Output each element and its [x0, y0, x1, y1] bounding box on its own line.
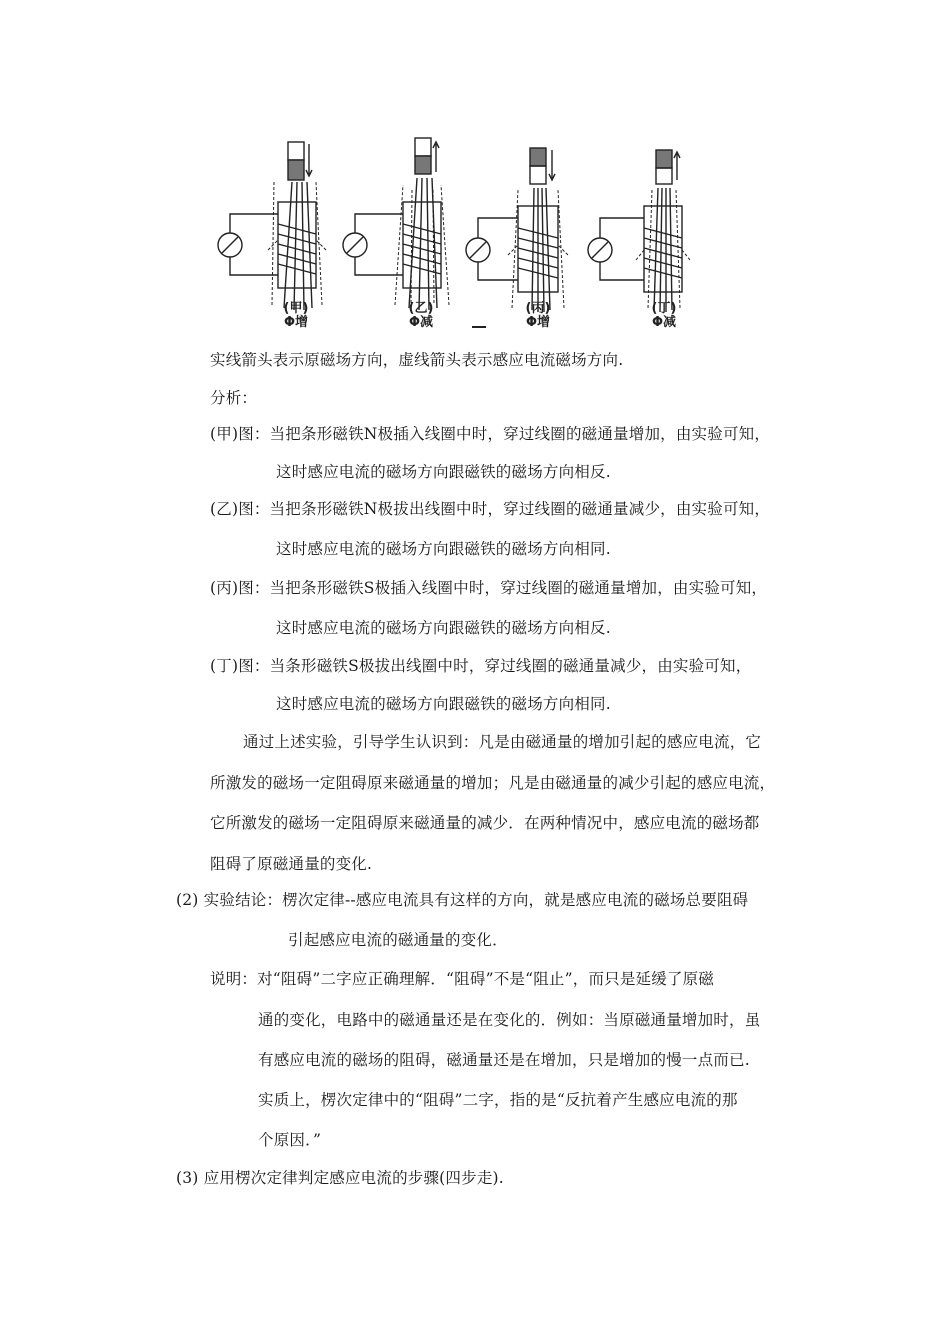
- stray-underline-mark: [472, 326, 486, 328]
- coil-magnet-diagram-ding: [582, 130, 702, 335]
- conclusion-line-1: (2) 实验结论：楞次定律--感应电流具有这样的方向，就是感应电流的磁场总要阻碍: [176, 891, 749, 909]
- case-bing-line-1: (丙)图：当把条形磁铁S极插入线圈中时，穿过线圈的磁通量增加，由实验可知，: [210, 579, 768, 597]
- figure-caption: 实线箭头表示原磁场方向，虚线箭头表示感应电流磁场方向.: [210, 351, 624, 369]
- panel-label-jia: (甲): [283, 301, 309, 316]
- note-line-3: 有感应电流的磁场的阻碍，磁通量还是在增加，只是增加的慢一点而已.: [258, 1051, 750, 1069]
- summary-line-4: 阻碍了原磁通量的变化.: [210, 855, 373, 873]
- case-yi-line-1: (乙)图：当把条形磁铁N极拔出线圈中时，穿过线圈的磁通量减少，由实验可知，: [210, 500, 771, 518]
- figure-panel-ding: [582, 130, 702, 335]
- panel-flux-bing: Φ增: [525, 315, 551, 330]
- figure-panel-yi: [337, 130, 457, 335]
- case-yi-line-2: 这时感应电流的磁场方向跟磁铁的磁场方向相同.: [276, 540, 611, 558]
- case-jia-line-2: 这时感应电流的磁场方向跟磁铁的磁场方向相反.: [276, 463, 611, 481]
- summary-line-2: 所激发的磁场一定阻碍原来磁通量的增加；凡是由磁通量的减少引起的感应电流，: [210, 774, 776, 792]
- figure-panel-jia: [212, 130, 332, 335]
- note-line-4: 实质上，楞次定律中的“阻碍”二字，指的是“反抗着产生感应电流的那: [258, 1091, 738, 1109]
- conclusion-line-2: 引起感应电流的磁通量的变化．: [288, 931, 508, 949]
- panel-label-yi: (乙): [408, 301, 434, 316]
- panel-flux-ding: Φ减: [651, 315, 677, 330]
- step-3-heading: (3) 应用楞次定律判定感应电流的步骤(四步走).: [176, 1169, 504, 1187]
- case-jia-line-1: (甲)图：当把条形磁铁N极插入线圈中时，穿过线圈的磁通量增加，由实验可知，: [210, 425, 771, 443]
- panel-label-ding: (丁): [651, 301, 677, 316]
- analysis-label: 分析：: [210, 389, 258, 407]
- case-ding-line-2: 这时感应电流的磁场方向跟磁铁的磁场方向相同.: [276, 695, 611, 713]
- note-line-5: 个原因．”: [258, 1131, 322, 1149]
- case-ding-line-1: (丁)图：当条形磁铁S极拔出线圈中时，穿过线圈的磁通量减少，由实验可知，: [210, 657, 752, 675]
- panel-flux-yi: Φ减: [408, 315, 434, 330]
- lenz-law-experiment-figure: [212, 130, 702, 335]
- panel-label-bing: (丙): [525, 301, 551, 316]
- case-bing-line-2: 这时感应电流的磁场方向跟磁铁的磁场方向相反.: [276, 619, 611, 637]
- summary-line-3: 它所激发的磁场一定阻碍原来磁通量的减少．在两种情况中，感应电流的磁场都: [210, 814, 760, 832]
- panel-flux-jia: Φ增: [283, 315, 309, 330]
- note-line-2: 通的变化，电路中的磁通量还是在变化的．例如：当原磁通量增加时，虽: [258, 1011, 761, 1029]
- figure-panel-bing: [460, 130, 580, 335]
- summary-line-1: 通过上述实验，引导学生认识到：凡是由磁通量的增加引起的感应电流，它: [243, 733, 762, 751]
- note-line-1: 说明：对“阻碍”二字应正确理解．“阻碍”不是“阻止”，而只是延缓了原磁: [210, 970, 715, 988]
